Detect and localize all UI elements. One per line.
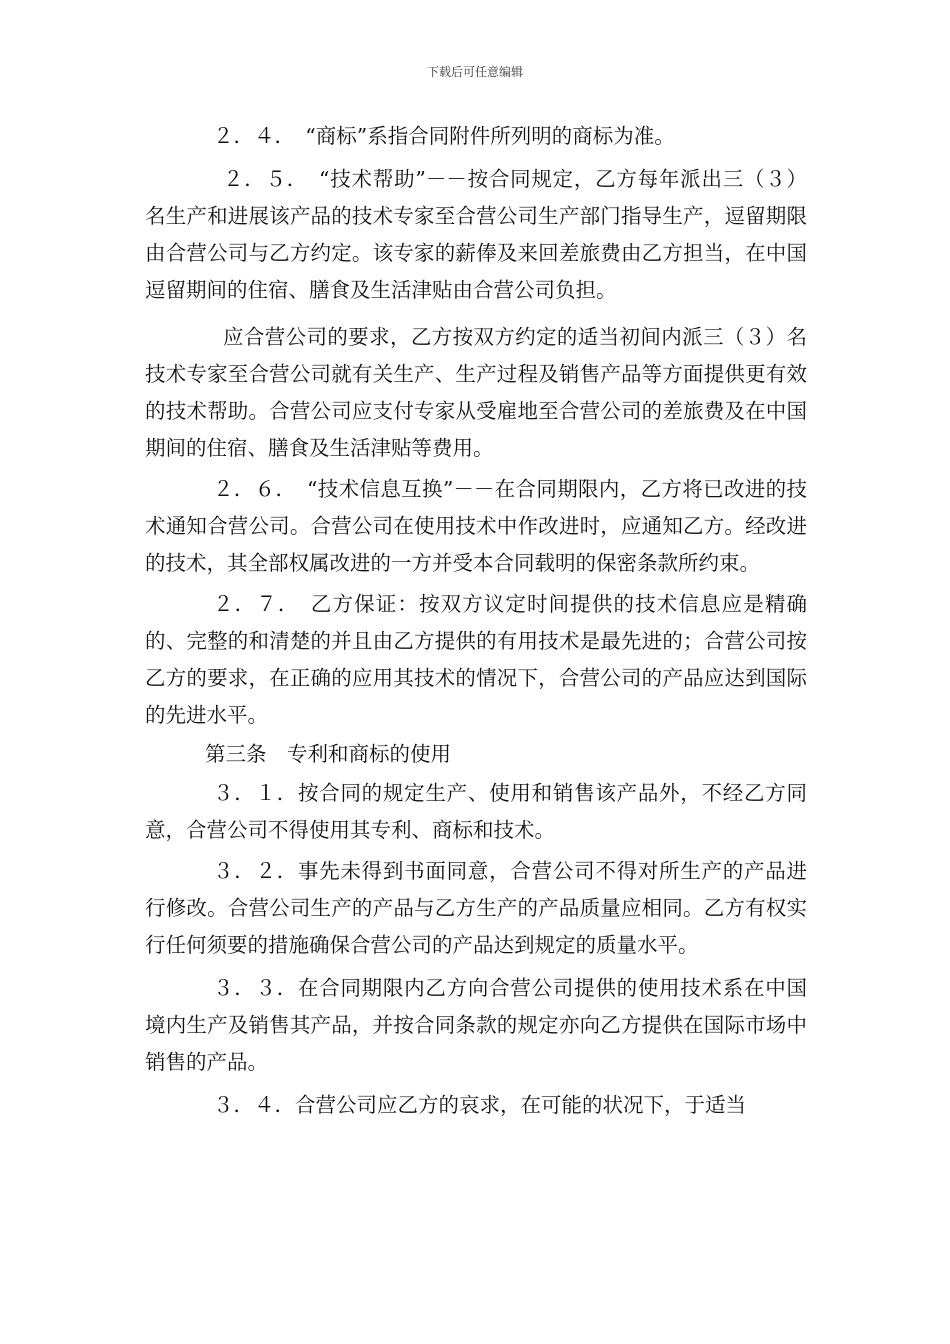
clause-3-2: ３．２．事先未得到书面同意，合营公司不得对所生产的产品进行修改。合营公司生产的产品与乙方生产的产品质量应相同。乙方有权实行任何须要的措施确保合营公司的产品达到规定的质量水平。 [145,859,807,957]
clause-2-7: ２．７． 乙方保证：按双方议定时间提供的技术信息应是精确的、完整的和清楚的并且由乙方提供的有用技术是最先进的；合营公司按乙方的要求，在正确的应用其技术的情况下，合营公司的产品应达到国际的先进水平。 [145,592,807,727]
document-body [145,118,807,1124]
page-header-note: 下载后可任意编辑 [426,65,523,79]
clause-2-5-continued: 应合营公司的要求，乙方按双方约定的适当初间内派三（３）名技术专家至合营公司就有关生产、生产过程及销售产品等方面提供更有效的技术帮助。合营公司应支付专家从受雇地至合营公司的差旅费及在中国期间的住宿、膳食及生活津贴等费用。 [145,325,807,460]
article-3-heading: 第三条 专利和商标的使用 [205,742,451,766]
clause-2-5: ２．５． “技术帮助”－－按合同规定，乙方每年派出三（３）名生产和进展该产品的技术专家至合营公司生产部门指导生产，逗留期限由合营公司与乙方约定。该专家的薪俸及来回差旅费由乙方担当，在中国逗留期间的住宿、膳食及生活津贴由合营公司负担。 [145,167,807,302]
clause-2-6: ２．６． “技术信息互换”－－在合同期限内，乙方将已改进的技术通知合营公司。合营公司在使用技术中作改进时，应通知乙方。经改进的技术，其全部权属改进的一方并受本合同载明的保密条款所约束。 [145,477,807,575]
clause-3-1: ３．１．按合同的规定生产、使用和销售该产品外，不经乙方同意，合营公司不得使用其专利、商标和技术。 [145,781,807,842]
clause-3-4: ３．４．合营公司应乙方的哀求，在可能的状况下，于适当 [213,1093,746,1117]
clause-2-4: ２．４． “商标”系指合同附件所列明的商标为准。 [213,124,675,148]
clause-3-3: ３．３．在合同期限内乙方向合营公司提供的使用技术系在中国境内生产及销售其产品，并按合同条款的规定亦向乙方提供在国际市场中销售的产品。 [145,976,807,1074]
